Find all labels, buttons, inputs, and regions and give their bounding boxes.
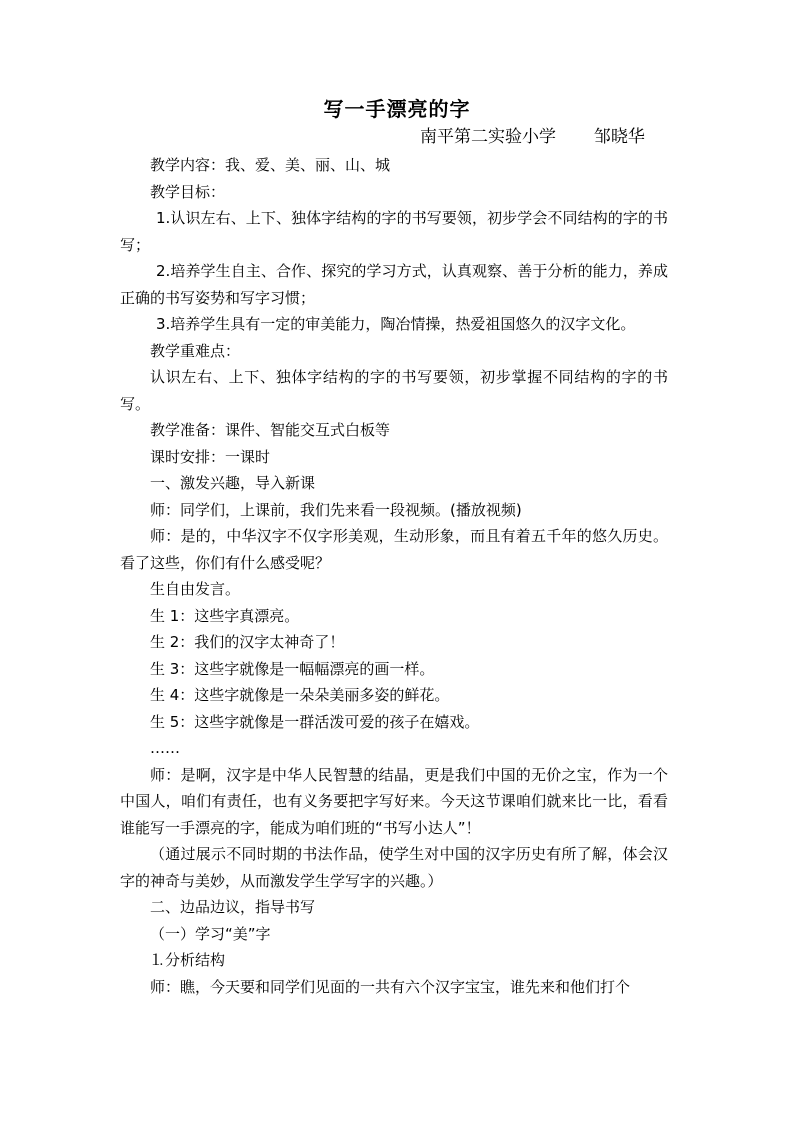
paragraph-key-points-heading: 教学重难点： xyxy=(150,341,241,360)
paragraph-subsection-mei: （一）学习“美”字 xyxy=(150,924,271,943)
paragraph-schedule: 课时安排：一课时 xyxy=(150,447,271,466)
paragraph-ellipsis: …… xyxy=(150,739,180,757)
document-title: 写一手漂亮的字 xyxy=(323,97,471,121)
paragraph-student-2: 生 2：我们的汉字太神奇了！ xyxy=(150,633,345,651)
paragraph-teaching-content: 教学内容：我、爱、美、丽、山、城 xyxy=(150,156,391,174)
paragraph-section-1: 一、激发兴趣，导入新课 xyxy=(150,474,316,492)
paragraph-objectives-heading: 教学目标： xyxy=(150,182,226,201)
paragraph-analyze-structure: ⒈分析结构 xyxy=(150,951,226,969)
author-line xyxy=(420,124,645,150)
paragraph-teacher-2: 师：是的，中华汉字不仅字形美观，生动形象，而且有着五千年的悠久历史。看了这些，你们有什么感受呢？ xyxy=(120,527,668,572)
paragraph-objective-3: 3.培养学生具有一定的审美能力，陶冶情操，热爱祖国悠久的汉字文化。 xyxy=(156,315,636,333)
paragraph-student-1: 生 1：这些字真漂亮。 xyxy=(150,606,300,625)
paragraph-key-points: 认识左右、上下、独体字结构的字的书写要领，初步掌握不同结构的字的书写。 xyxy=(120,368,668,413)
paragraph-teacher-1: 师：同学们，上课前，我们先来看一段视频。(播放视频) xyxy=(150,500,522,519)
paragraph-student-5: 生 5：这些字就像是一群活泼可爱的孩子在嬉戏。 xyxy=(150,712,480,731)
paragraph-objective-1: 1.认识左右、上下、独体字结构的字的书写要领，初步学会不同结构的字的书写； xyxy=(120,209,668,254)
paragraph-student-4: 生 4：这些字就像是一朵朵美丽多姿的鲜花。 xyxy=(150,686,450,704)
paragraph-preparation: 教学准备：课件、智能交互式白板等 xyxy=(150,421,391,439)
author-name: 邹晓华 xyxy=(593,127,645,147)
document-body xyxy=(120,152,668,1000)
paragraph-section-2: 二、边品边议，指导书写 xyxy=(150,898,316,916)
paragraph-teacher-3: 师：是啊，汉字是中华人民智慧的结晶，更是我们中国的无价之宝，作为一个中国人，咱们有责任，也有义务要把字写好来。今天这节课咱们就来比一比，看看谁能写一手漂亮的字，能成为咱们班的“书写小达人”！ xyxy=(120,765,668,837)
paragraph-objective-2: 2.培养学生自主、合作、探究的学习方式，认真观察、善于分析的能力，养成正确的书写姿势和写字习惯； xyxy=(120,262,668,307)
school-name: 南平第二实验小学 xyxy=(420,127,556,147)
paragraph-students-speak: 生自由发言。 xyxy=(150,580,241,598)
paragraph-note: （通过展示不同时期的书法作品，使学生对中国的汉字历史有所了解，体会汉字的神奇与美妙，从而激发学生学写字的兴趣。） xyxy=(120,845,668,890)
paragraph-teacher-4: 师：瞧，今天要和同学们见面的一共有六个汉字宝宝，谁先来和他们打个 xyxy=(150,977,631,996)
paragraph-student-3: 生 3：这些字就像是一幅幅漂亮的画一样。 xyxy=(150,659,435,678)
